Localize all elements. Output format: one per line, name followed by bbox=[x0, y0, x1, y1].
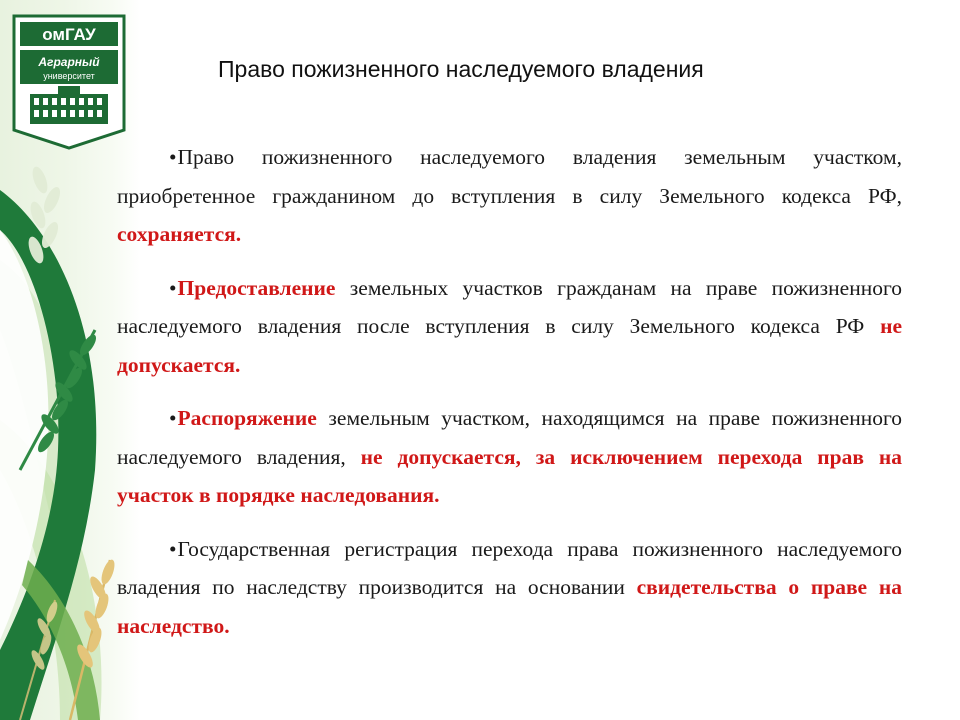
paragraph-text: Право пожизненного наследуемого владения земельным участком, приобретенное гражданином до вступления в силу Земельного кодекса РФ, bbox=[117, 145, 902, 208]
paragraph-text: Государственная регистрация перехода права пожизненного наследуемого владения по наследству производится на основании bbox=[117, 536, 902, 599]
highlighted-text: не допускается. bbox=[117, 314, 902, 377]
university-emblem bbox=[10, 12, 128, 150]
bullet-icon: • bbox=[169, 536, 177, 561]
bullet-paragraph bbox=[117, 269, 902, 385]
content-list bbox=[117, 138, 902, 660]
svg-text:омГАУ: омГАУ bbox=[42, 25, 96, 44]
bullet-paragraph bbox=[117, 399, 902, 515]
university-logo bbox=[10, 12, 128, 150]
highlighted-text: свидетельства о праве на наследство. bbox=[117, 575, 902, 638]
svg-text:университет: университет bbox=[43, 71, 95, 81]
highlighted-text: сохраняется. bbox=[117, 222, 242, 246]
highlighted-text: Распоряжение bbox=[177, 406, 317, 430]
bullet-icon: • bbox=[169, 275, 177, 300]
highlighted-text: не допускается, за исключением перехода прав на участок в порядке наследования. bbox=[117, 444, 902, 507]
bullet-paragraph bbox=[117, 138, 902, 254]
paragraph-text: земельных участков гражданам на праве пожизненного наследуемого владения после вступления в силу Земельного кодекса РФ bbox=[117, 275, 902, 338]
bullet-icon: • bbox=[169, 145, 177, 169]
bullet-paragraph bbox=[117, 530, 902, 646]
highlighted-text: Предоставление bbox=[177, 275, 336, 300]
paragraph-text: земельным участком, находящимся на праве пожизненного наследуемого владения, bbox=[117, 406, 902, 469]
slide-title: Право пожизненного наследуемого владения bbox=[218, 56, 704, 82]
svg-text:Аграрный: Аграрный bbox=[38, 55, 100, 69]
bullet-icon: • bbox=[169, 406, 177, 430]
